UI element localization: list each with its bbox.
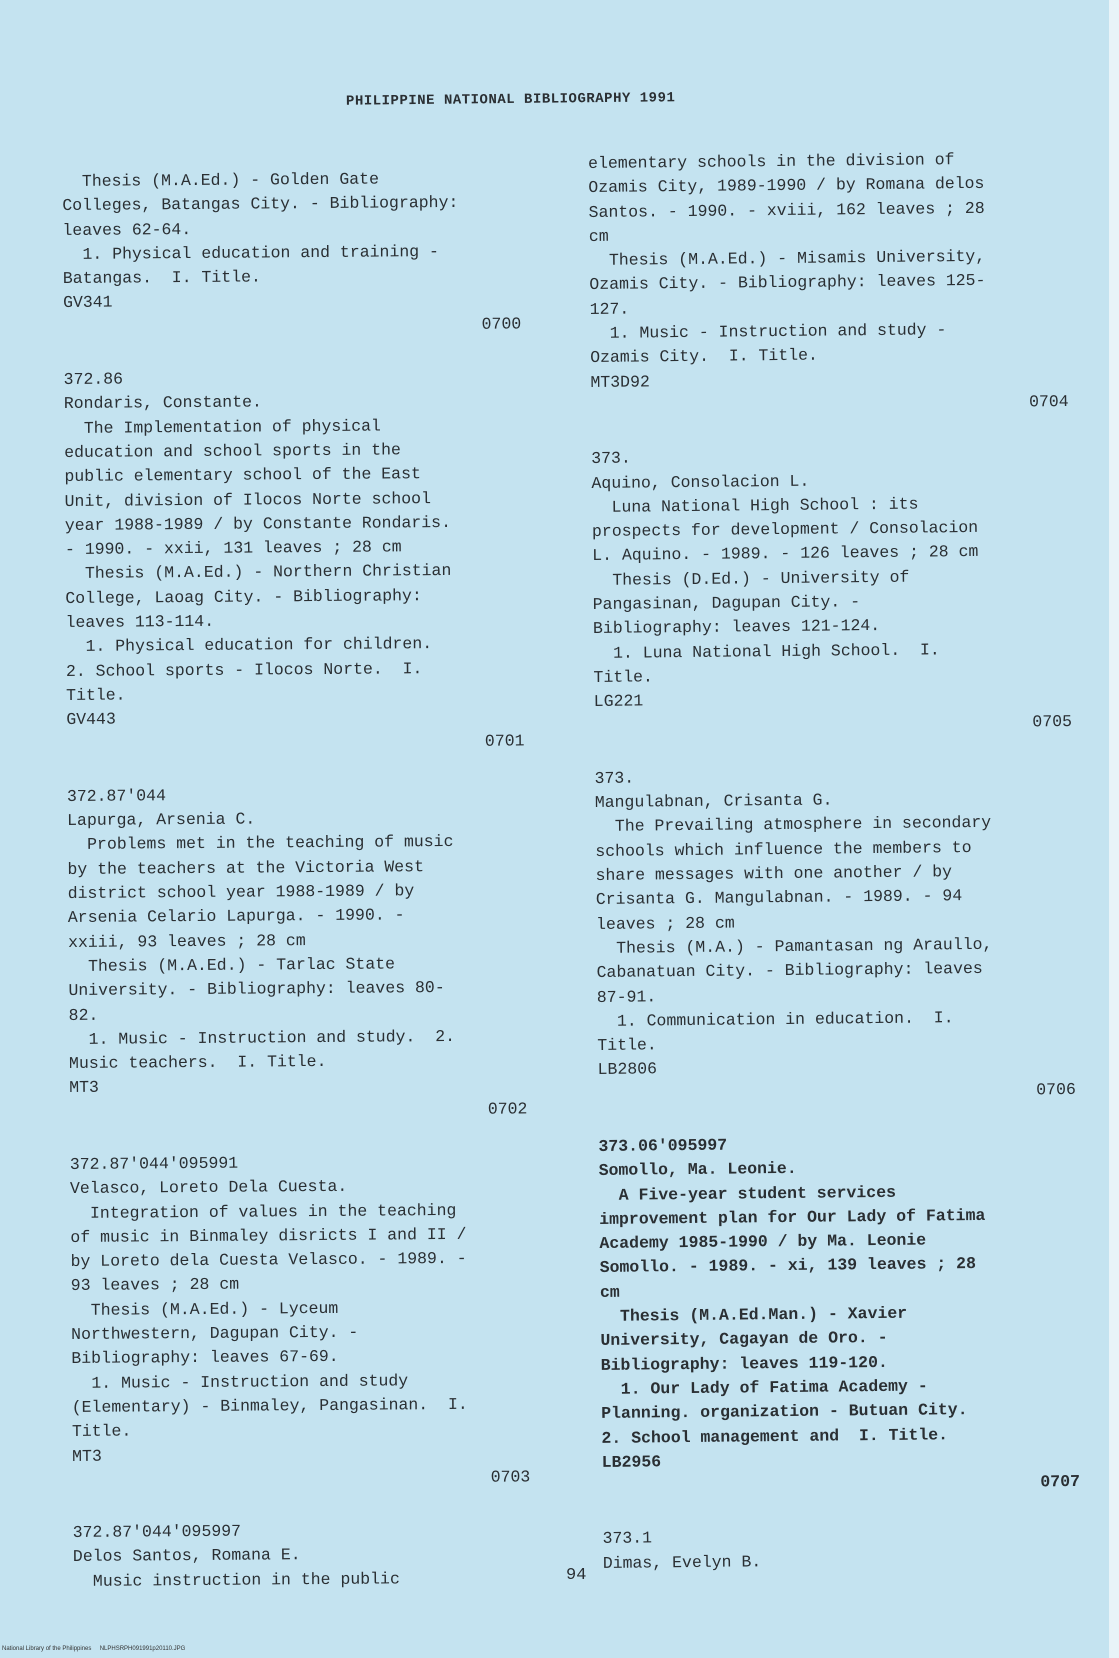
entry-line: 1. Luna National High School. I.	[593, 639, 940, 663]
entry-line: 373.	[594, 768, 635, 788]
entry-line: of music in Binmaley disricts I and II /	[70, 1224, 467, 1247]
entry-line: 1. Communication in education. I.	[597, 1008, 954, 1031]
entry-line: LB2806	[597, 1059, 658, 1080]
entry-number: 0702	[487, 1099, 528, 1119]
entry-line: Academy 1985-1990 / by Ma. Leonie	[599, 1230, 927, 1254]
bibliography-entry	[591, 442, 1084, 739]
bibliography-entry	[64, 364, 537, 756]
entry-gap	[63, 336, 533, 368]
entry-line: The Implementation of physical	[63, 416, 381, 438]
entry-line: 87-91.	[596, 986, 657, 1007]
running-head: PHILIPPINE NATIONAL BIBLIOGRAPHY 1991	[345, 90, 676, 110]
entry-line: GV443	[66, 709, 116, 730]
entry-number: 0703	[490, 1467, 531, 1487]
entry-number: 0705	[1032, 711, 1073, 731]
bibliography-entry	[70, 1149, 543, 1493]
entry-line: 2. School sports - Ilocos Norte. I.	[65, 658, 423, 681]
entry-line: xxiii, 93 leaves ; 28 cm	[67, 930, 306, 952]
bibliography-entry	[602, 1522, 1092, 1576]
entry-gap	[70, 1121, 540, 1153]
entry-line: prospects for development / Consolacion	[591, 518, 979, 542]
entry-line: MT3	[72, 1446, 102, 1466]
entry-line: - 1990. - xxii, 131 leaves ; 28 cm	[64, 537, 402, 560]
entry-line: education and school sports in the	[64, 440, 401, 462]
entry-line: Bibliography: leaves 67-69.	[71, 1347, 339, 1369]
entry-number: 0700	[481, 314, 522, 334]
bibliography-entry	[598, 1130, 1092, 1500]
entry-line: 373.1	[602, 1528, 653, 1549]
entry-line: leaves ; 28 cm	[595, 913, 735, 934]
entry-line: improvement plan for Our Lady of Fatima	[599, 1205, 986, 1229]
entry-line: (Elementary) - Binmaley, Pangasinan. I.	[71, 1394, 468, 1417]
entry-line: public elementary school of the East	[64, 464, 421, 487]
entry-line: Northwestern, Dagupan City. -	[71, 1322, 359, 1345]
entry-line: A Five-year student services	[598, 1182, 897, 1205]
entry-line: Thesis (M.A.Ed.) - Lyceum	[70, 1298, 339, 1320]
entry-line: 372.87'044	[66, 786, 167, 806]
entry-line: Santos. - 1990. - xviii, 162 leaves ; 28	[588, 198, 985, 222]
entry-line: Dimas, Evelyn B.	[602, 1551, 762, 1573]
entry-line: Crisanta G. Mangulabnan. - 1989. - 94	[595, 886, 963, 910]
entry-line: Thesis (M.A.Ed.) - Golden Gate	[62, 169, 380, 191]
entry-line: 373.06'095997	[598, 1135, 728, 1156]
entry-line: Lapurga, Arsenia C.	[67, 809, 256, 831]
entry-line: Arsenia Celario Lapurga. - 1990. -	[67, 905, 405, 928]
entry-line: Batangas. I. Title.	[62, 267, 261, 289]
entry-line: Title.	[597, 1035, 657, 1056]
entry-line: LB2956	[601, 1452, 662, 1472]
entry-line: The Prevailing atmosphere in secondary	[594, 813, 992, 837]
entry-line: Thesis (M.A.) - Pamantasan ng Araullo,	[596, 934, 993, 958]
entry-line: University. - Bibliography: leaves 80-	[68, 978, 445, 1001]
entry-line: Ozamis City. - Bibliography: leaves 125-	[589, 271, 986, 295]
left-column	[62, 166, 543, 1594]
entry-line: leaves 113-114.	[65, 611, 215, 633]
entry-line: Aquino, Consolacion L.	[591, 471, 810, 493]
entry-line: 1. Physical education for children.	[65, 634, 433, 657]
entry-line: Title.	[66, 685, 126, 705]
entry-line: 82.	[68, 1005, 99, 1025]
entry-line: 93 leaves ; 28 cm	[70, 1275, 240, 1296]
entry-line: 372.87'044'095997	[72, 1521, 242, 1543]
entry-line: GV341	[62, 293, 113, 313]
page-edge	[1109, 0, 1119, 1658]
entry-line: MT3	[69, 1078, 100, 1098]
bibliography-entry	[67, 781, 540, 1125]
entry-line: Thesis (M.A.Ed.) - Tarlac State	[68, 954, 396, 976]
entry-line: 1. Music - Instruction and study	[71, 1370, 409, 1393]
entry-line: cm	[599, 1282, 620, 1302]
entry-line: 1. Our Lady of Fatima Academy -	[600, 1376, 928, 1399]
bibliography-entry	[73, 1517, 544, 1594]
entry-line: 127.	[589, 299, 630, 319]
entry-line: 1. Music - Instruction and study -	[589, 320, 947, 344]
entry-line: Problems met in the teaching of music	[67, 832, 454, 855]
entry-line: Delos Santos, Romana E.	[72, 1545, 301, 1567]
entry-line: Planning. organization - Butuan City.	[601, 1400, 968, 1424]
entry-line: Pangasinan, Dagupan City. -	[592, 592, 861, 615]
entry-line: Music teachers. I. Title.	[68, 1052, 327, 1074]
entry-line: Luna National High School : its	[591, 494, 919, 517]
entry-line: district school year 1988-1989 / by	[67, 881, 415, 903]
entry-line: cm	[588, 226, 609, 246]
entry-line: Ozamis City, 1989-1990 / by Romana delos	[588, 174, 985, 198]
entry-line: Bibliography: leaves 121-124.	[592, 616, 881, 639]
entry-line: 2. School management and I. Title.	[601, 1424, 949, 1448]
entry-line: Ozamis City. I. Title.	[590, 345, 818, 368]
entry-line: Thesis (D.Ed.) - University of	[592, 567, 910, 590]
entry-line: Title.	[593, 667, 654, 687]
entry-number: 0701	[484, 730, 525, 751]
entry-line: Velasco, Loreto Dela Cuesta.	[69, 1177, 348, 1199]
entry-line: Colleges, Batangas City. - Bibliography:	[62, 193, 459, 216]
entry-line: 372.86	[63, 369, 124, 390]
entry-line: 1. Physical education and training -	[62, 241, 439, 264]
entry-line: Thesis (M.A.Ed.) - Northern Christian	[65, 561, 452, 584]
entry-line: Unit, division of Ilocos Norte school	[64, 488, 432, 511]
entry-line: by Loreto dela Cuesta Velasco. - 1989. -	[70, 1249, 467, 1272]
entry-line: share messages with one another / by	[595, 862, 953, 885]
right-column	[588, 147, 1093, 1576]
entry-line: MT3D92	[590, 372, 650, 392]
entry-number: 0706	[1036, 1079, 1076, 1100]
entry-line: Rondaris, Constante.	[63, 392, 262, 414]
entry-line: schools which influence the members to	[595, 837, 972, 861]
entry-line: Somollo, Ma. Leonie.	[598, 1159, 797, 1181]
entry-line: leaves 62-64.	[62, 219, 192, 240]
entry-line: by the teachers at the Victoria West	[67, 856, 425, 879]
entry-line: Bibliography: leaves 119-120.	[600, 1352, 888, 1375]
entry-gap	[72, 1489, 542, 1521]
entry-line: year 1988-1989 / by Constante Rondaris.	[64, 512, 452, 535]
bibliography-entry	[594, 762, 1088, 1107]
entry-line: Thesis (M.A.Ed.) - Misamis University,	[589, 247, 986, 271]
entry-line: LG221	[593, 691, 644, 712]
entry-line: 1. Music - Instruction and study. 2.	[68, 1026, 456, 1049]
scan-footer: National Library of the Philippines NLPHSRPH091991p20110.JPG	[2, 1646, 186, 1652]
entry-line: Integration of values in the teaching	[70, 1200, 457, 1223]
entry-line: L. Aquino. - 1989. - 126 leaves ; 28 cm	[592, 542, 979, 566]
page-number: 94	[566, 1566, 587, 1585]
entry-number: 0704	[1028, 391, 1069, 412]
entry-line: College, Laoag City. - Bibliography:	[65, 585, 422, 608]
entry-line: Thesis (M.A.Ed.Man.) - Xavier	[600, 1303, 908, 1326]
entry-number: 0707	[1040, 1472, 1081, 1492]
bibliography-entry	[62, 166, 533, 340]
entry-line: Title.	[71, 1421, 132, 1442]
entry-line: elementary schools in the division of	[588, 150, 955, 173]
entry-line: 372.87'044'095991	[69, 1153, 239, 1174]
entry-line: 373.	[591, 448, 631, 469]
entry-gap	[67, 753, 537, 785]
entry-line: Mangulabnan, Crisanta G.	[594, 790, 833, 813]
bibliography-entry	[588, 147, 1081, 419]
entry-line: Somollo. - 1989. - xi, 139 leaves ; 28	[599, 1254, 977, 1278]
entry-line: Music instruction in the public	[73, 1569, 400, 1591]
entry-line: University, Cagayan de Oro. -	[600, 1328, 888, 1351]
entry-line: Cabanatuan City. - Bibliography: leaves	[596, 959, 983, 983]
